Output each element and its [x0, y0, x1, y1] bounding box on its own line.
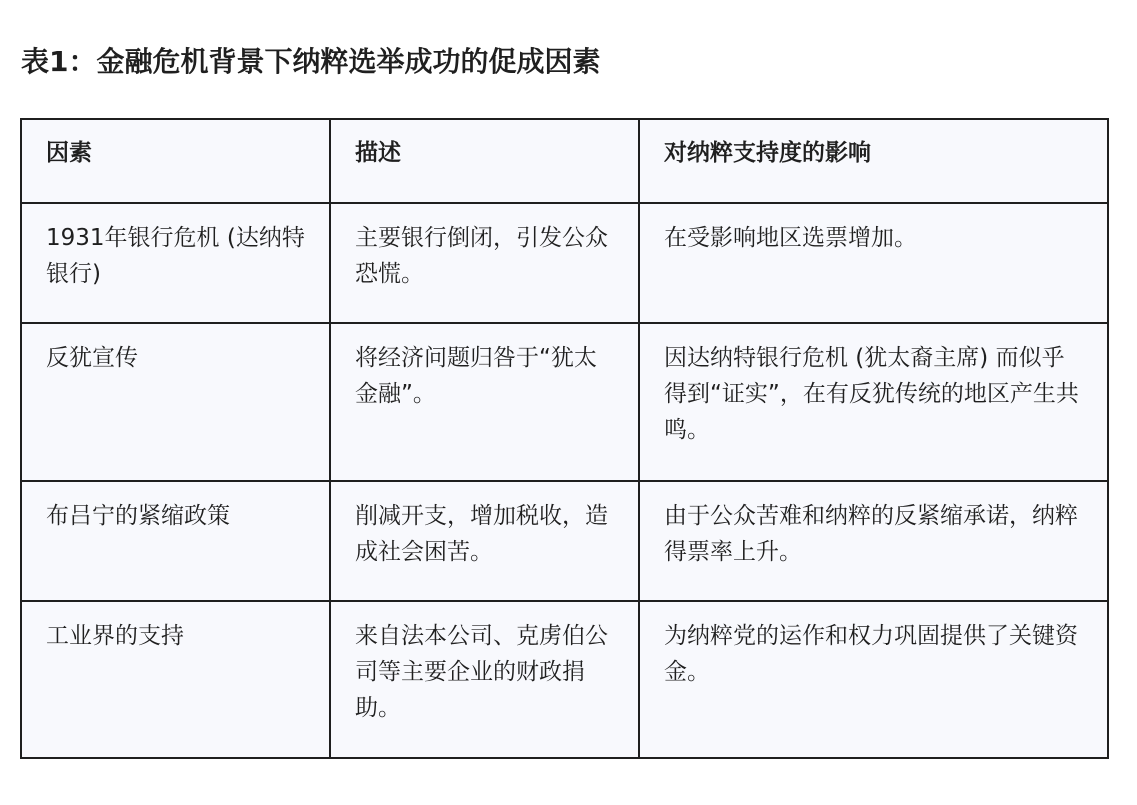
- cell-factor: 工业界的支持: [21, 601, 330, 758]
- table-row: [21, 203, 1108, 323]
- header-impact: 对纳粹支持度的影响: [639, 119, 1108, 203]
- cell-factor: 布吕宁的紧缩政策: [21, 481, 330, 601]
- cell-description: 主要银行倒闭，引发公众恐慌。: [330, 203, 639, 323]
- cell-description: 来自法本公司、克虏伯公司等主要企业的财政捐助。: [330, 601, 639, 758]
- cell-factor: 1931年银行危机 (达纳特银行): [21, 203, 330, 323]
- cell-impact: 在受影响地区选票增加。: [639, 203, 1108, 323]
- cell-impact: 由于公众苦难和纳粹的反紧缩承诺，纳粹得票率上升。: [639, 481, 1108, 601]
- table-row: [21, 601, 1108, 758]
- factors-table: [20, 118, 1109, 759]
- cell-impact: 为纳粹党的运作和权力巩固提供了关键资金。: [639, 601, 1108, 758]
- page-title: 表1：金融危机背景下纳粹选举成功的促成因素: [21, 45, 601, 78]
- table-row: [21, 323, 1108, 481]
- cell-description: 削减开支，增加税收，造成社会困苦。: [330, 481, 639, 601]
- table-header-row: [21, 119, 1108, 203]
- header-factor: 因素: [21, 119, 330, 203]
- header-description: 描述: [330, 119, 639, 203]
- cell-factor: 反犹宣传: [21, 323, 330, 481]
- table-row: [21, 481, 1108, 601]
- cell-impact: 因达纳特银行危机 (犹太裔主席) 而似乎得到“证实”，在有反犹传统的地区产生共鸣。: [639, 323, 1108, 481]
- cell-description: 将经济问题归咎于“犹太金融”。: [330, 323, 639, 481]
